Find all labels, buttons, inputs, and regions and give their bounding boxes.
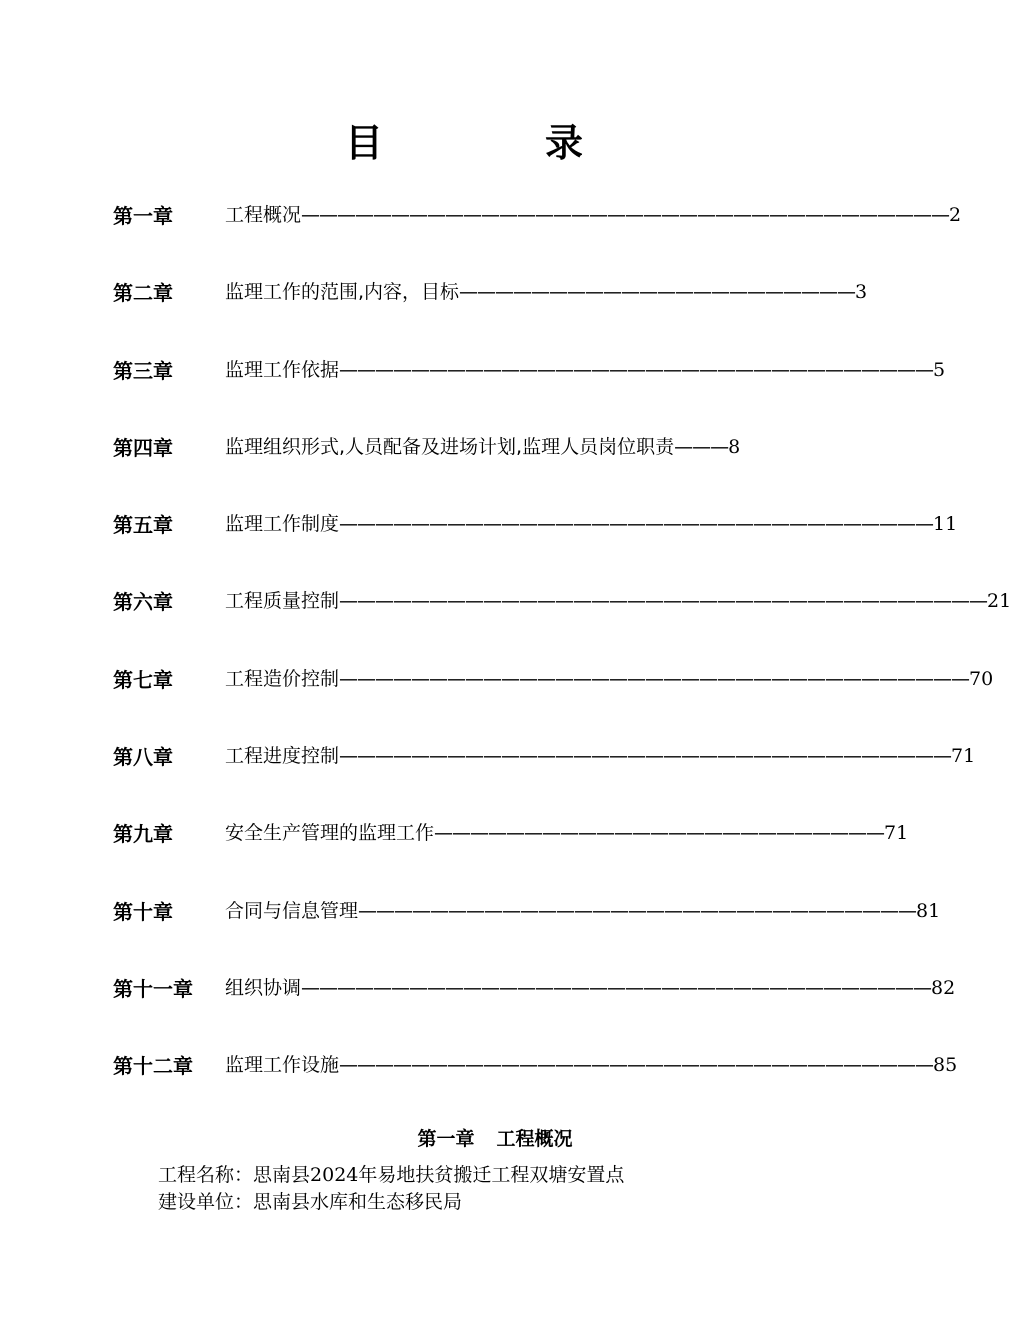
toc-chapter-title: 工程质量控制 [225,590,340,613]
toc-entry[interactable] [113,582,1011,659]
toc-entry[interactable] [113,505,958,582]
toc-chapter-number: 第七章 [113,667,173,692]
toc-leader-dashes: ——————————————————————————————————— [339,667,970,690]
toc-entry-text [225,432,740,459]
toc-leader-dashes: ——————————————————————————————————— [301,976,932,999]
toc-entry[interactable] [113,351,946,428]
toc-page-number: 70 [969,667,994,690]
toc-page-number: 2 [949,204,962,226]
toc-entry-text [225,200,961,227]
toc-chapter-number: 第六章 [113,590,173,615]
toc-leader-dashes: —————————————————————————————————— [339,745,952,768]
toc-chapter-title: 工程造价控制 [225,667,340,690]
toc-entry[interactable] [113,428,873,505]
toc-entry-text [225,277,867,304]
toc-page-number: 71 [951,745,976,768]
toc-chapter-number: 第二章 [113,281,173,306]
toc-leader-dashes: ——— [674,435,729,458]
toc-entry[interactable] [113,892,941,969]
toc-chapter-title: 监理工作依据 [225,358,340,381]
toc-entry[interactable] [113,737,976,814]
toc-entry[interactable] [113,969,956,1046]
section-title: 工程概况 [496,1128,573,1150]
table-of-contents [113,196,1011,1124]
toc-entry[interactable] [113,660,994,737]
toc-chapter-title: 合同与信息管理 [225,899,359,922]
toc-leader-dashes: ————————————————————————————————— [339,1054,934,1077]
toc-chapter-title: 监理工作设施 [225,1054,340,1077]
toc-chapter-number: 第八章 [113,745,173,770]
toc-page-number: 11 [933,513,958,536]
toc-entry-text [225,355,945,382]
toc-entry-text [225,1050,957,1077]
toc-page-number: 82 [931,976,956,999]
section-chapter: 第一章 [417,1128,475,1150]
toc-title: 目 录 [344,121,645,165]
toc-chapter-number: 第一章 [113,204,173,228]
toc-chapter-title: 监理组织形式,人员配备及进场计划,监理人员岗位职责 [225,435,675,458]
toc-leader-dashes: ————————————————————————————————— [339,358,934,381]
toc-page-number: 71 [884,822,909,845]
toc-leader-dashes: ————————————————————————— [434,822,885,845]
toc-page-number: 8 [728,435,741,458]
toc-chapter-title: 组织协调 [225,976,302,999]
builder-label: 建设单位： [158,1191,254,1213]
toc-page-number: 3 [855,281,868,304]
project-name-line [158,1160,624,1187]
toc-chapter-title: 监理工作制度 [225,513,340,536]
builder-line [158,1187,462,1214]
toc-chapter-title: 安全生产管理的监理工作 [225,822,435,845]
toc-chapter-title: 工程概况 [225,204,302,226]
toc-entry-text [225,586,1011,613]
toc-leader-dashes: ———————————————————————————————————— [301,204,950,226]
toc-entry-text [225,896,940,923]
toc-entry[interactable] [113,196,962,273]
toc-leader-dashes: ————————————————————————————————— [339,513,934,536]
toc-leader-dashes: —————————————————————— [459,281,856,304]
toc-chapter-title: 工程进度控制 [225,745,340,768]
project-name-label: 工程名称： [158,1164,254,1186]
toc-chapter-number: 第三章 [113,358,173,383]
toc-page-number: 21 [987,590,1011,613]
section-heading [0,1124,990,1151]
toc-chapter-title: 监理工作的范围,内容，目标 [225,281,460,304]
toc-chapter-number: 第十二章 [113,1054,193,1079]
toc-leader-dashes: ——————————————————————————————— [358,899,917,922]
toc-chapter-number: 第十一章 [113,976,193,1001]
toc-entry[interactable] [113,814,909,891]
toc-entry-text [225,818,908,845]
toc-page-number: 5 [933,358,946,381]
builder-value: 思南县水库和生态移民局 [253,1191,463,1213]
toc-page-number: 85 [933,1054,958,1077]
toc-entry-text [225,664,993,691]
toc-entry[interactable] [113,273,873,350]
toc-chapter-number: 第四章 [113,435,173,460]
toc-entry-text [225,973,955,1000]
toc-chapter-number: 第九章 [113,822,173,847]
toc-entry-text [225,509,957,536]
toc-chapter-number: 第五章 [113,513,173,538]
toc-page-number: 81 [916,899,941,922]
toc-leader-dashes: ———————————————————————————————————— [339,590,988,613]
project-name-value: 思南县2024年易地扶贫搬迁工程双塘安置点 [253,1164,625,1186]
toc-entry-text [225,741,975,768]
toc-entry[interactable] [113,1046,958,1123]
toc-chapter-number: 第十章 [113,899,173,924]
